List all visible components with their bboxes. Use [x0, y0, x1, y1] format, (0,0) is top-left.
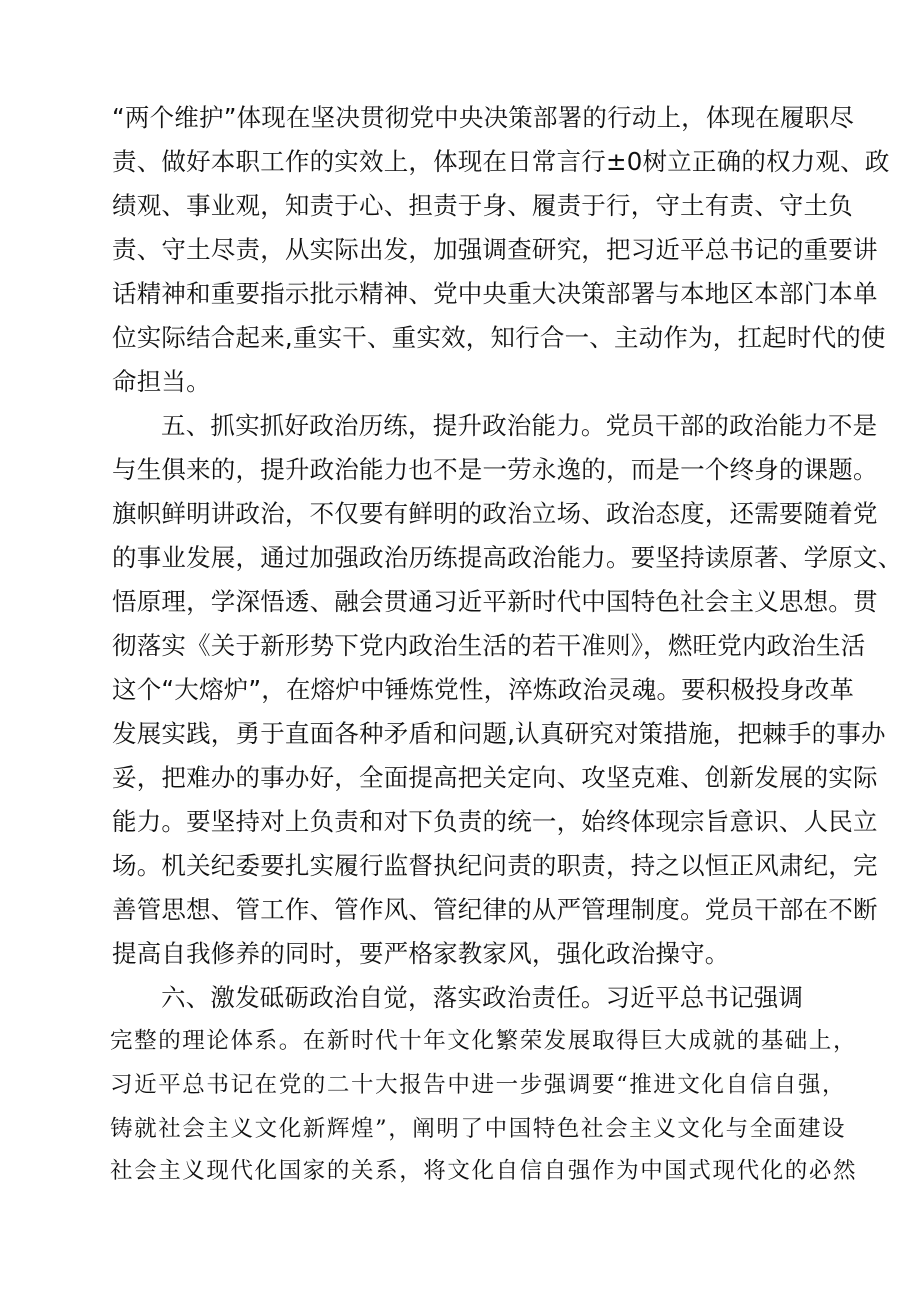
text-line: 铸就社会主义文化新辉煌”，阐明了中国特色社会主义文化与全面建设 — [110, 1116, 847, 1142]
text-line: 发展实践，勇于直面各种矛盾和问题,认真研究对策措施，把棘手的事办 — [112, 719, 886, 748]
text-line: 六、激发砥砺政治自觉，落实政治责任。习近平总书记强调 — [161, 983, 804, 1012]
text-line: 话精神和重要指示批示精神、党中央重大决策部署与本地区本部门本单 — [112, 279, 878, 308]
text-line: “两个维护”体现在坚决贯彻党中央决策部署的行动上，体现在履职尽 — [112, 103, 855, 132]
text-line: 命担当。 — [112, 367, 211, 396]
text-line: 位实际结合起来,重实干、重实效，知行合一、主动作为，扛起时代的使 — [112, 323, 886, 352]
text-line: 提高自我修养的同时，要严格家教家风，强化政治操守。 — [112, 939, 730, 968]
text-line: 五、抓实抓好政治历练，提升政治能力。党员干部的政治能力不是 — [161, 411, 878, 440]
text-line: 彻落实《关于新形势下党内政治生活的若干准则》，燃旺党内政治生活 — [112, 631, 866, 660]
text-line: 责、守土尽责，从实际出发，加强调查研究，把习近平总书记的重要讲 — [112, 235, 878, 264]
text-line: 的事业发展，通过加强政治历练提高政治能力。要坚持读原著、学原文、 — [112, 543, 903, 572]
text-line: 社会主义现代化国家的关系，将文化自信自强作为中国式现代化的必然 — [110, 1158, 858, 1184]
text-line: 责、做好本职工作的实效上，体现在日常言行±0树立正确的权力观、政 — [112, 147, 890, 176]
text-line: 旗帜鲜明讲政治，不仅要有鲜明的政治立场、政治态度，还需要随着党 — [112, 499, 878, 528]
text-line: 能力。要坚持对上负责和对下负责的统一，始终体现宗旨意识、人民立 — [112, 807, 878, 836]
text-line: 悟原理，学深悟透、融会贯通习近平新时代中国特色社会主义思想。贯 — [112, 587, 878, 616]
text-line: 善管思想、管工作、管作风、管纪律的从严管理制度。党员干部在不断 — [112, 895, 878, 924]
text-line: 场。机关纪委要扎实履行监督执纪问责的职责，持之以恒正风肃纪，完 — [112, 851, 878, 880]
text-line: 这个“大熔炉”，在熔炉中锤炼党性，淬炼政治灵魂。要积极投身改革 — [112, 675, 855, 704]
text-line: 习近平总书记在党的二十大报告中进一步强调要“推进文化自信自强， — [110, 1072, 847, 1098]
text-line: 绩观、事业观，知责于心、担责于身、履责于行，守土有责、守土负 — [112, 191, 853, 220]
text-line: 与生俱来的，提升政治能力也不是一劳永逸的，而是一个终身的课题。 — [112, 455, 878, 484]
text-line: 完整的理论体系。在新时代十年文化繁荣发展取得巨大成就的基础上， — [110, 1028, 858, 1054]
text-line: 妥，把难办的事办好，全面提高把关定向、攻坚克难、创新发展的实际 — [112, 763, 878, 792]
